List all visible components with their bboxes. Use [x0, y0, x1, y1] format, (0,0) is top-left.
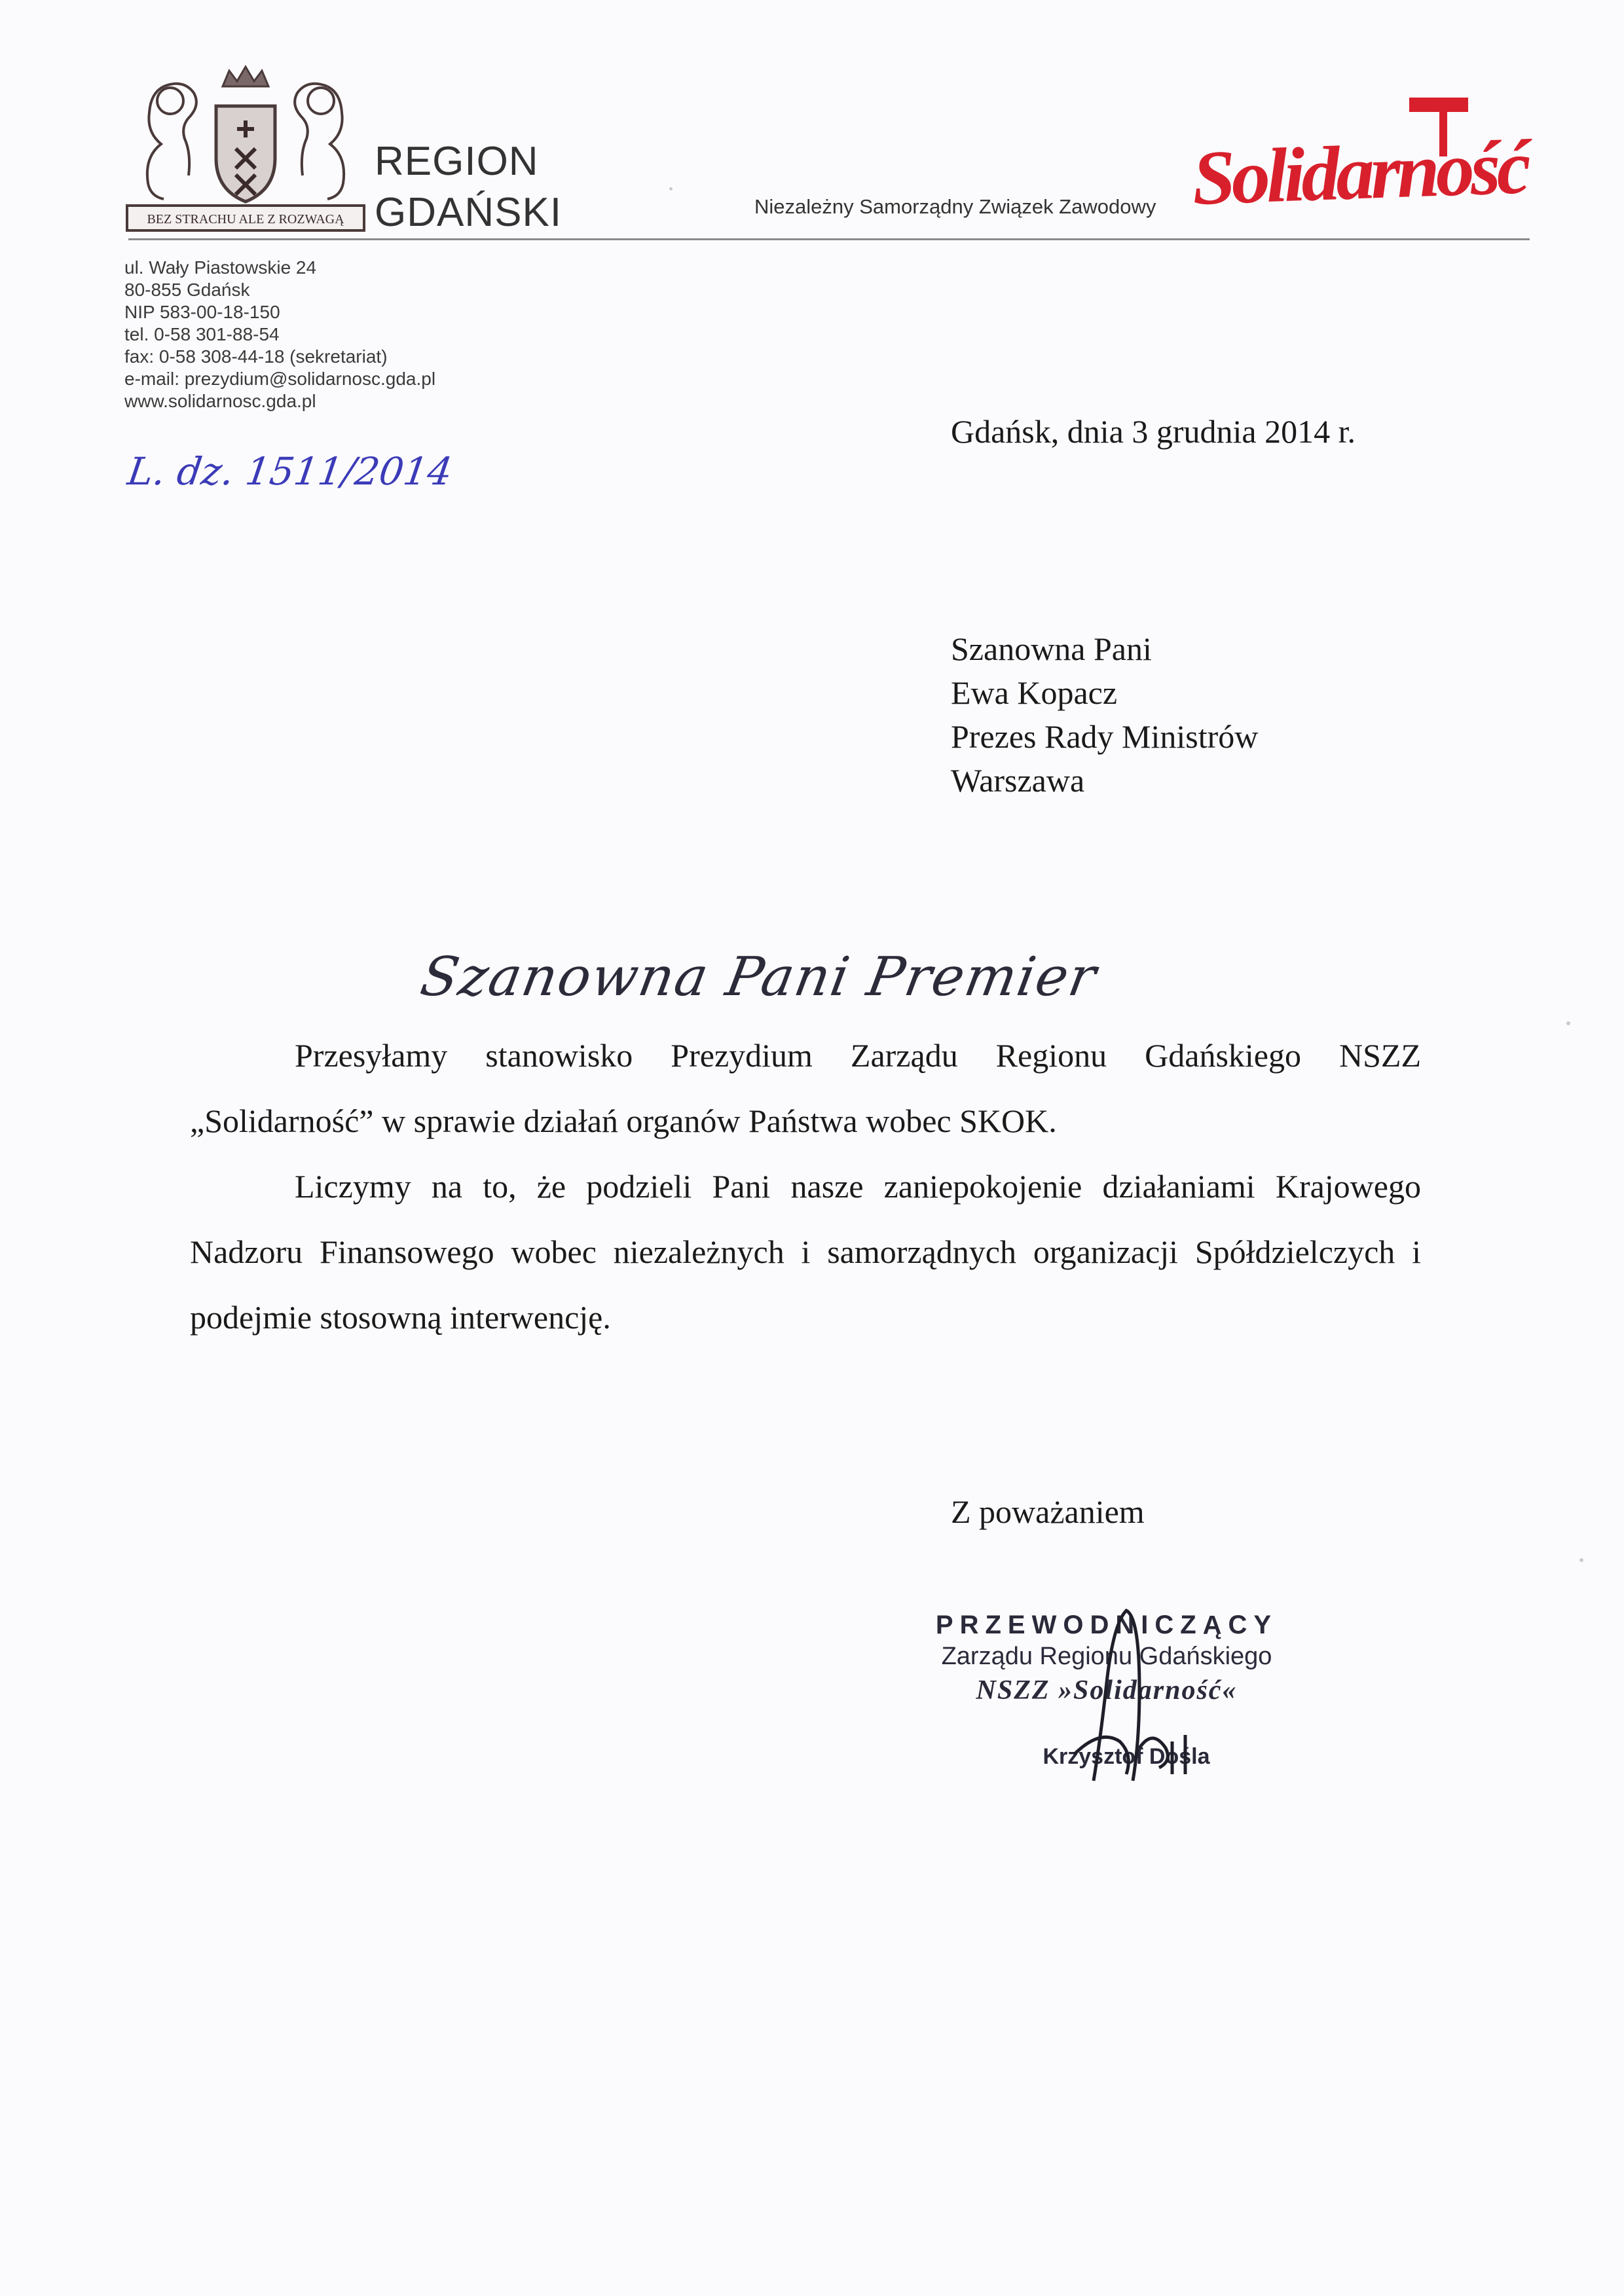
letterhead-divider	[128, 238, 1530, 240]
stamp-subtitle: Zarządu Regionu Gdańskiego	[941, 1643, 1272, 1670]
contact-postal: 80-855 Gdańsk	[124, 280, 250, 300]
closing-phrase: Z poważaniem	[951, 1493, 1145, 1530]
stamp-organization: NSZZ »Solidarność«	[976, 1675, 1238, 1705]
region-line-2: GDAŃSKI	[375, 190, 563, 235]
solidarnosc-logo	[1190, 88, 1528, 226]
letter-date: Gdańsk, dnia 3 grudnia 2014 r.	[951, 413, 1356, 450]
region-name	[375, 136, 562, 238]
stamp-name: Krzysztof Dośla	[1043, 1744, 1210, 1769]
reference-number-text: L. dz. 1511/2014	[124, 449, 455, 494]
contact-email: e-mail: prezydium@solidarnosc.gda.pl	[124, 369, 436, 389]
union-name: Niezależny Samorządny Związek Zawodowy	[754, 195, 1156, 218]
region-line-1: REGION	[375, 139, 539, 184]
handwritten-reference-number	[124, 432, 455, 504]
contact-block	[124, 257, 435, 412]
stamp-title: PRZEWODNICZĄCY	[935, 1611, 1278, 1639]
handwritten-signature	[995, 1584, 1283, 1807]
contact-nip: NIP 583-00-18-150	[124, 302, 280, 322]
contact-fax: fax: 0-58 308-44-18 (sekretariat)	[124, 346, 388, 367]
recipient-city: Warszawa	[951, 762, 1085, 799]
paper-speck	[1566, 1021, 1570, 1025]
paper-speck	[669, 187, 673, 191]
paper-speck	[1579, 1558, 1583, 1562]
body-paragraph-2: Liczymy na to, że podzieli Pani nasze zaniepokojenie działaniami Krajowego Nadzoru Finansowego wobec niezależnych i samorządnych organizacji Spółdzielczych i podejmie stosowną interwencję.	[190, 1168, 1421, 1336]
contact-phone: tel. 0-58 301-88-54	[124, 324, 280, 344]
crest-motto: BEZ STRACHU ALE Z ROZWAGĄ	[147, 212, 344, 227]
recipient-title: Prezes Rady Ministrów	[951, 718, 1259, 755]
gdansk-crest-emblem	[124, 60, 367, 237]
recipient-block	[951, 627, 1258, 803]
salutation-text: Szanowna Pani Premier	[416, 945, 1102, 1008]
contact-address: ul. Wały Piastowskie 24	[124, 257, 317, 278]
recipient-salutation: Szanowna Pani	[951, 630, 1152, 667]
handwritten-salutation	[416, 917, 1102, 1028]
body-paragraph-1: Przesyłamy stanowisko Prezydium Zarządu Regionu Gdańskiego NSZZ „Solidarność” w sprawie działań organów Państwa wobec SKOK.	[190, 1037, 1421, 1139]
recipient-name: Ewa Kopacz	[951, 674, 1118, 711]
contact-website: www.solidarnosc.gda.pl	[124, 391, 316, 411]
logo-wordmark: Solidarność	[1190, 124, 1528, 221]
